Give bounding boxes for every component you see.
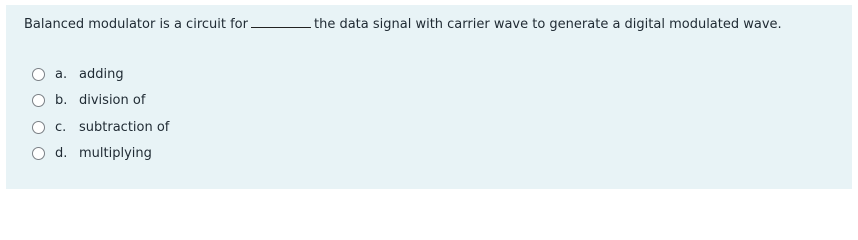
question-card	[6, 5, 852, 189]
radio-button-d[interactable]	[32, 147, 45, 160]
radio-button-a[interactable]	[32, 68, 45, 81]
option-label: subtraction of	[79, 119, 170, 135]
radio-button-b[interactable]	[32, 94, 45, 107]
answer-blank	[251, 17, 311, 28]
option-letter: d.	[55, 146, 68, 162]
option-letter: a.	[55, 66, 68, 82]
answer-option-b[interactable]	[32, 88, 169, 115]
answer-option-a[interactable]	[32, 61, 169, 88]
question-text	[24, 17, 782, 33]
option-label: adding	[79, 66, 124, 82]
option-label: multiplying	[79, 146, 152, 162]
question-text-before: Balanced modulator is a circuit for	[24, 17, 248, 32]
option-letter: c.	[55, 119, 67, 135]
option-label: division of	[79, 93, 146, 109]
radio-button-c[interactable]	[32, 121, 45, 134]
answer-option-d[interactable]	[32, 141, 169, 168]
answer-options	[32, 61, 169, 167]
answer-option-c[interactable]	[32, 114, 169, 141]
option-letter: b.	[55, 93, 68, 109]
question-text-after: the data signal with carrier wave to generate a digital modulated wave.	[313, 17, 782, 32]
